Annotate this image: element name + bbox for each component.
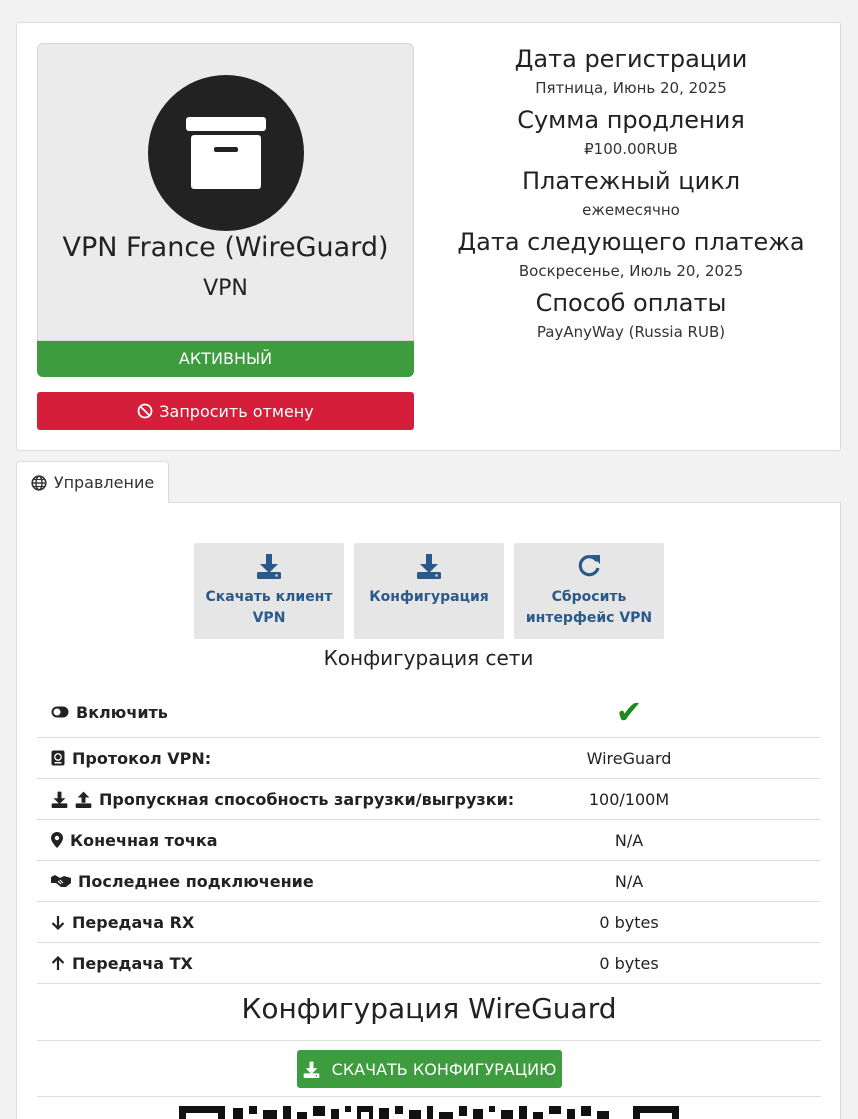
enabled-check-icon: ✔ [615,693,643,731]
download-icon [51,791,68,808]
info-label: Платежный цикл [521,167,741,195]
endpoint-label: Конечная точка [70,830,218,850]
tab-management[interactable] [16,461,169,503]
upload-icon [75,791,92,808]
table-row [37,738,821,779]
info-value: Воскресенье, Июль 20, 2025 [518,262,744,280]
bandwidth-value: 100/100M [588,789,670,809]
download-icon [256,553,282,579]
handshake-icon [51,874,71,888]
endpoint-value: N/A [614,830,644,850]
arrow-down-icon [51,915,65,930]
info-value: ₽100.00RUB [584,140,678,158]
product-name: VPN France (WireGuard) [62,232,389,263]
vpn-protocol-value: WireGuard [586,748,672,768]
rx-label: Передача RX [72,912,195,932]
reset-vpn-interface-label: Сбросить интерфейс VPN [525,589,653,626]
table-row [37,687,821,738]
refresh-icon [576,553,602,579]
service-overview-card [16,22,841,451]
passport-icon [51,750,65,766]
configuration-label: Конфигурация [369,589,489,605]
vpn-protocol-label: Протокол VPN: [72,748,212,768]
reset-vpn-interface-button[interactable] [514,543,664,639]
info-label: Сумма продления [517,106,745,134]
map-marker-icon [51,832,63,848]
download-icon [416,553,442,579]
tx-label: Передача TX [72,953,193,973]
bandwidth-label: Пропускная способность загрузки/выгрузки: [99,789,515,809]
tab-management-label: Управление [53,473,155,492]
archive-box-icon [186,117,266,189]
table-row [37,861,821,902]
enable-label: Включить [76,702,168,722]
management-panel [16,502,841,1119]
configuration-button[interactable] [354,543,504,639]
table-row [37,820,821,861]
info-label: Способ оплаты [535,289,727,317]
network-config-title: Конфигурация сети [323,646,534,670]
table-row [37,779,821,820]
status-badge: АКТИВНЫЙ [37,341,414,377]
network-config-table [37,687,821,984]
globe-icon [31,475,47,491]
service-info-list [435,43,827,348]
info-value: ежемесячно [582,201,680,219]
toggle-on-icon [51,706,69,718]
wireguard-config-title: Конфигурация WireGuard [37,989,821,1041]
request-cancellation-button[interactable] [37,392,414,430]
table-row [37,902,821,943]
product-icon-circle [148,75,304,231]
qr-code [179,1106,679,1119]
info-value: PayAnyWay (Russia RUB) [536,323,726,341]
last-connection-value: N/A [614,871,644,891]
info-value: Пятница, Июнь 20, 2025 [535,79,727,97]
info-label: Дата следующего платежа [457,228,805,256]
download-config-label: СКАЧАТЬ КОНФИГУРАЦИЮ [331,1059,557,1079]
table-row [37,943,821,984]
product-group: VPN [203,276,248,301]
product-box [37,43,414,341]
request-cancellation-label: Запросить отмену [159,401,314,421]
divider [37,1096,821,1097]
download-vpn-client-button[interactable] [194,543,344,639]
info-label: Дата регистрации [514,45,748,73]
download-icon [303,1061,320,1078]
ban-icon [137,403,153,419]
tx-value: 0 bytes [599,953,659,973]
download-vpn-client-label: Скачать клиент VPN [205,589,333,626]
rx-value: 0 bytes [599,912,659,932]
download-config-button[interactable] [297,1050,562,1088]
last-connection-label: Последнее подключение [78,871,314,891]
arrow-up-icon [51,956,65,971]
